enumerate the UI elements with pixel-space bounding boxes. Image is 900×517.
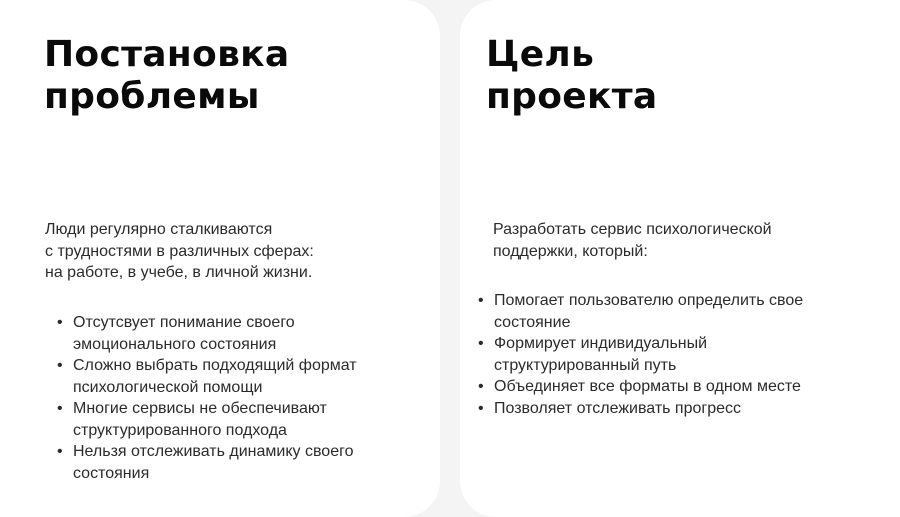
bullet-icon: • (57, 400, 63, 417)
bullet-icon: • (478, 378, 484, 395)
list-item (476, 376, 803, 398)
list-item (55, 312, 357, 355)
intro-line: с трудностями в различных сферах: (45, 242, 314, 260)
title-line: Постановка (44, 34, 290, 75)
list-item (55, 398, 357, 441)
list-item-line: Объединяет все форматы в одном месте (494, 378, 801, 395)
title-line: проблемы (44, 76, 260, 117)
list-item-line: Сложно выбрать подходящий формат (73, 357, 357, 374)
bullet-icon: • (478, 292, 484, 309)
list-item (55, 441, 357, 484)
list-item-line: Позволяет отслеживать прогресс (494, 399, 742, 417)
intro-line: Разработать сервис психологической (493, 221, 772, 238)
list-item-line: Помогает пользователю определить свое (494, 292, 804, 309)
problem-statement-card (0, 0, 440, 517)
bullet-icon: • (478, 335, 484, 352)
list-item (476, 398, 803, 420)
bullet-icon: • (57, 443, 63, 460)
intro-line: на работе, в учебе, в личной жизни. (45, 264, 313, 281)
list-item (476, 333, 803, 376)
list-item-line: состояние (494, 313, 571, 331)
list-item-line: психологической помощи (73, 378, 263, 396)
list-item-line: структурированного подхода (73, 421, 287, 439)
intro-line: Люди регулярно сталкиваются (45, 221, 273, 238)
list-item (476, 290, 803, 333)
bullet-icon: • (57, 314, 63, 331)
project-goal-card (460, 0, 900, 517)
list-item-line: Отсутсвует понимание своего (73, 314, 295, 331)
list-item-line: Многие сервисы не обеспечивают (73, 400, 327, 417)
list-item (55, 355, 357, 398)
title-line: Цель (486, 34, 595, 75)
problem-statement-title (44, 34, 289, 118)
goal-bullet-list (476, 290, 803, 419)
problem-intro-text (45, 219, 314, 284)
list-item-line: эмоционального состояния (73, 335, 277, 353)
list-item-line: Нельзя отслеживать динамику своего (73, 443, 354, 460)
list-item-line: Формирует индивидуальный (494, 335, 708, 352)
list-item-line: структурированный путь (494, 356, 677, 374)
project-goal-title (486, 34, 657, 118)
intro-line: поддержки, который: (493, 242, 648, 260)
list-item-line: состояния (73, 464, 150, 482)
goal-intro-text (493, 219, 772, 262)
problem-bullet-list (55, 312, 357, 484)
title-line: проекта (486, 76, 658, 117)
bullet-icon: • (57, 357, 63, 374)
bullet-icon: • (478, 399, 484, 417)
